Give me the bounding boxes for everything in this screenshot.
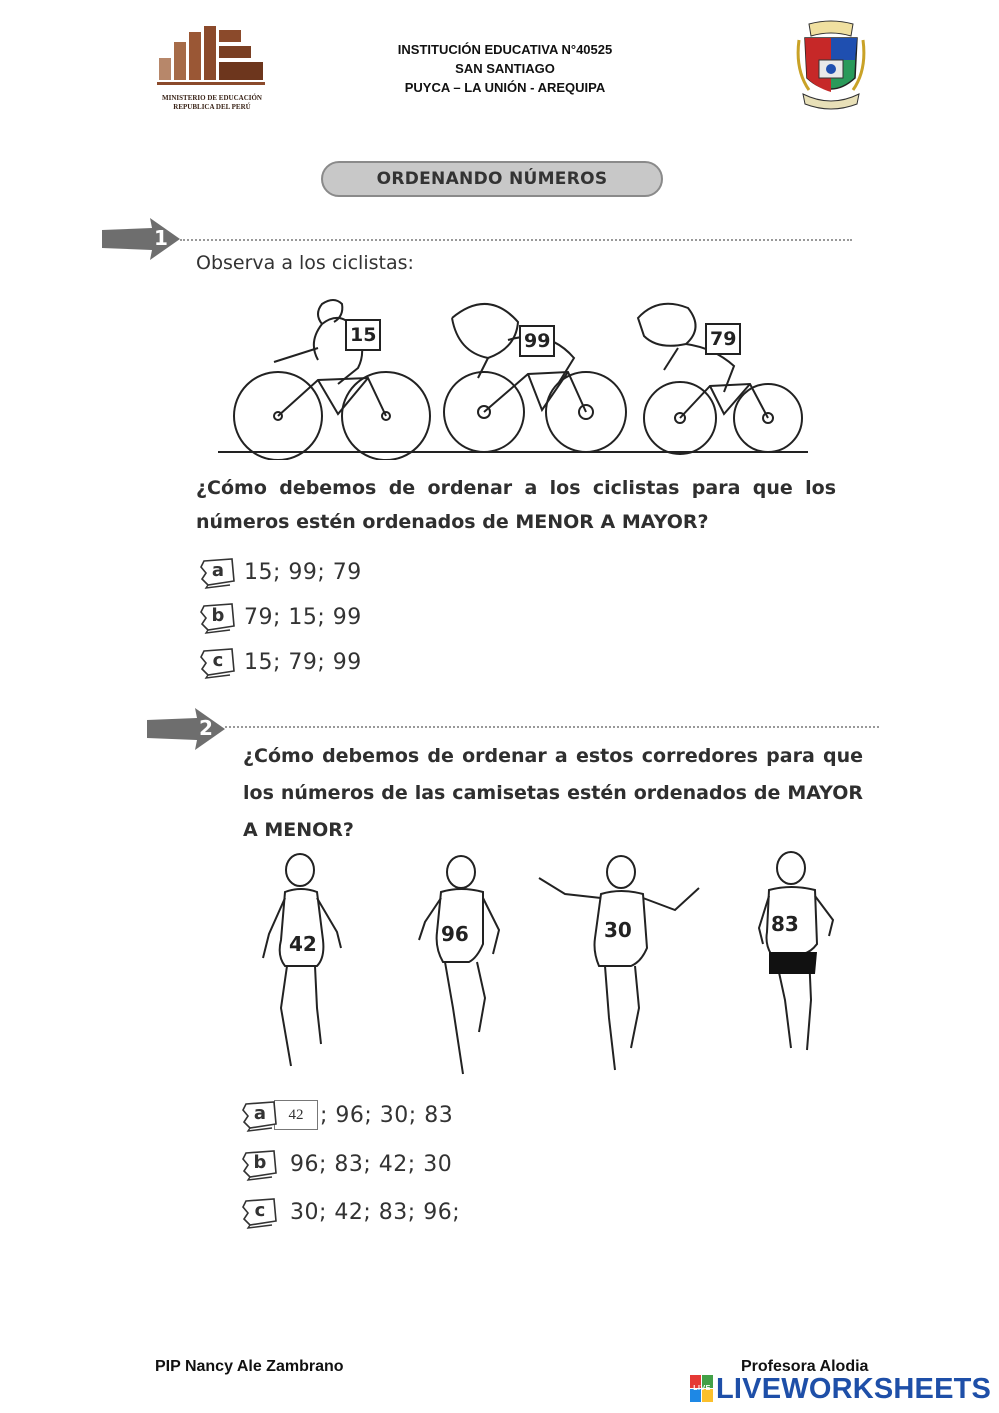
section-1-prompt: Observa a los ciclistas: — [196, 252, 414, 274]
ministry-bars-icon — [157, 24, 267, 90]
option-badge — [242, 1147, 278, 1181]
section-2-options — [242, 1096, 460, 1230]
option-badge — [200, 600, 236, 634]
option-letter: c — [212, 650, 224, 671]
runner-number-1: 42 — [289, 932, 317, 956]
footer-author: PIP Nancy Ale Zambrano — [155, 1358, 344, 1375]
option-text: 15; 99; 79 — [244, 559, 362, 585]
worksheet-title: ORDENANDO NÚMEROS — [321, 161, 663, 197]
section-2-question: ¿Cómo debemos de ordenar a estos corredores para que los números de las camisetas estén ordenados de MAYOR A MENOR? — [243, 745, 863, 841]
section-2-divider — [225, 726, 879, 728]
section-1-options — [200, 554, 362, 680]
school-name: INSTITUCIÓN EDUCATIVA N°40525 — [397, 42, 613, 57]
school-subname: SAN SANTIAGO — [455, 61, 555, 76]
section-1-divider — [180, 239, 852, 241]
section-1-question: ¿Cómo debemos de ordenar a los ciclistas para que los números estén ordenados de MENOR A MAYOR? — [196, 477, 836, 533]
option-1b[interactable] — [200, 599, 362, 635]
crest-icon — [795, 20, 867, 112]
runner-number-4: 83 — [771, 912, 799, 936]
option-1c[interactable] — [200, 644, 362, 680]
section-2-number: 2 — [199, 716, 213, 740]
option-1a[interactable] — [200, 554, 362, 590]
option-2c[interactable] — [242, 1194, 460, 1230]
option-badge — [200, 555, 236, 589]
arrow-marker-icon — [100, 216, 182, 262]
liveworksheets-logo-icon — [690, 1375, 714, 1403]
option-text: 79; 15; 99 — [244, 604, 362, 630]
option-letter: a — [211, 560, 225, 581]
ministry-logo — [157, 24, 267, 111]
runner-number-3: 30 — [604, 918, 632, 942]
liveworksheets-brand[interactable] — [690, 1373, 991, 1405]
option-text: 15; 79; 99 — [244, 649, 362, 675]
option-text: 96; 83; 42; 30 — [290, 1151, 453, 1177]
section-1-marker — [100, 216, 182, 262]
option-letter: b — [211, 605, 225, 626]
arrow-marker-icon — [145, 706, 227, 752]
school-location: PUYCA – LA UNIÓN - AREQUIPA — [404, 80, 606, 95]
school-crest — [795, 20, 867, 112]
option-2a[interactable] — [242, 1096, 460, 1134]
option-badge — [242, 1098, 278, 1132]
section-2-marker — [145, 706, 227, 752]
option-badge — [242, 1195, 278, 1229]
school-header — [360, 40, 650, 97]
brand-name: LIVEWORKSHEETS — [716, 1372, 992, 1405]
cyclists-icon — [218, 288, 808, 460]
runner-number-2: 96 — [441, 922, 469, 946]
ministry-line-1: MINISTERIO DE EDUCACIÓN — [162, 94, 262, 102]
cyclist-number-2: 99 — [524, 330, 551, 352]
option-letter: c — [254, 1200, 266, 1221]
option-letter: a — [253, 1103, 267, 1124]
option-text: ; 96; 30; 83 — [320, 1102, 454, 1128]
ministry-name — [157, 94, 267, 112]
answer-input-box[interactable]: 42 — [274, 1100, 318, 1130]
brand-badge-text: LIVE — [693, 1385, 711, 1392]
option-letter: b — [253, 1152, 267, 1173]
cyclist-number-1: 15 — [350, 324, 377, 346]
cyclist-number-3: 79 — [710, 328, 737, 350]
runners-icon — [255, 848, 845, 1078]
option-2b[interactable] — [242, 1146, 460, 1182]
cyclists-illustration — [218, 288, 808, 460]
footer-teacher: Profesora Alodia — [741, 1358, 869, 1375]
option-text: 30; 42; 83; 96; — [290, 1199, 461, 1225]
section-1-number: 1 — [154, 226, 168, 250]
ministry-line-2: REPUBLICA DEL PERÚ — [173, 103, 251, 111]
runners-illustration — [255, 848, 845, 1078]
option-badge — [200, 645, 236, 679]
